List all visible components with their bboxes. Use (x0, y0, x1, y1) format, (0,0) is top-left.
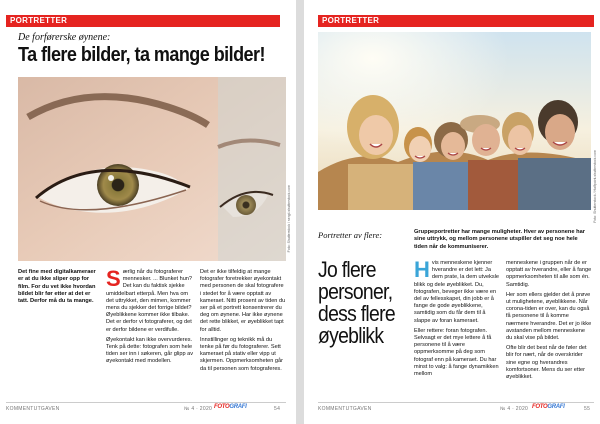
body-paragraph: menneskene i gruppen når de er opptatt av hverandre, eller å fange oppmerksomheten til alle som én. Samtidig. (506, 260, 592, 288)
group-illustration (318, 32, 591, 210)
body-column-2 (106, 266, 194, 369)
body-column-3 (200, 269, 286, 376)
section-tag-label: PORTRETTER (10, 16, 68, 25)
photo-credit: Foto: Shutterstock / Halfpoint-shutterstock.com (593, 150, 597, 223)
body-paragraph: Innstillinger og teknikk må du tenke på før du fotograferer. Sett kameraet på stativ eller vipp ut skjermen. Oppmerksomheten går da til personen som fotograferes. (200, 336, 284, 372)
photo-credit: Foto: Shutterstock / sergii-shutterstock.com (287, 185, 291, 253)
footer-issue: № 4 · 2020 (500, 406, 529, 412)
intro-paragraph: Gruppeportretter har mange muligheter. Hver av personene har sine uttrykk, og mellom personene utspiller det seg noe hele tiden når de kommuniserer. (414, 229, 585, 250)
page-number: 54 (274, 406, 281, 412)
section-tag (6, 15, 280, 27)
body-paragraph: Øyekontakt kan ikke overvurderes. Tenk på dette: fotografen som hele tiden ser inn i søkeren, går glipp av øyekontakt med modellen. (106, 336, 194, 365)
footer-rule (6, 402, 286, 403)
body-paragraph: Ofte blir det best når de føler det blir for nært, når de overskrider sine egne og hverandres komfortsoner. Mens du ser etter øyeblikket. (506, 345, 587, 381)
eye-photo (18, 77, 286, 261)
page-title: Ta flere bilder, ta mange bilder! (18, 44, 265, 66)
body-column-3 (506, 260, 592, 384)
footer-publication: KOMMENTUTGAVEN (6, 406, 60, 412)
section-tag-label: PORTRETTER (322, 16, 380, 25)
body-paragraph: Særlig når du fotograferer mennesker. ... Blunket hun? Det kan du faktisk sjekke umiddelbart etterpå. Men hva om det uttrykket, den mimen, kommer mens du sjekker det forrige bildet? Øyeblikkene kommer ikke tilbake. Det er derfor vi fotograferer, og det er derfor bildene er verdifulle. (106, 266, 193, 333)
footer-rule (318, 402, 594, 403)
body-paragraph: Hvis menneskene kjenner hverandre er det lett: Ja dem prate, la dem utveksle blikk og dele øyeblikket. Du, fotografen, beveger ikke være en del av fellesskapet, din jobb er å fange de gode øyeblikkene, samtidig som du får dem til å slappe av foran kameraet. (414, 257, 500, 324)
magazine-logo: FOTOGRAFI (214, 404, 247, 410)
group-photo (318, 32, 591, 210)
footer-issue: № 4 · 2020 (184, 406, 213, 412)
body-paragraph: Det er ikke tilfeldig at mange fotografer foretrekker øyekontakt med personen de skal fotografere i stedet for å være opptatt av kameraet. Nitti prosent av tiden du ser på et portrett konsentrerer du deg om øynene. Har ikke øynene det rette blikket, er øyeblikket tapt for alltid. (200, 269, 286, 333)
body-paragraph: Her som ellers gjelder det å prøve ut mulighetene, øyeblikkene. Når corona-tiden er over, kan du også få personene til å komme nærmere hverandre. Det er jo ikke avstanden mellom menneskene du skal vise på bildet. (506, 291, 592, 342)
right-page (304, 0, 600, 424)
page-title: Jo flere personer, dess flere øyeblikk (318, 257, 395, 348)
section-tag (318, 15, 594, 27)
footer-publication: KOMMENTUTGAVEN (318, 406, 372, 412)
page-number: 55 (584, 406, 591, 412)
lead-paragraph: Det fine med digitalkameraer er at du ikke sliper opp for film. For du vet ikke hvordan bildet blir før etter at det er tatt. Derfor må du ta mange. (18, 269, 96, 305)
subheading: Portretter av flere: (318, 230, 383, 240)
left-page (0, 0, 296, 424)
drop-cap: H (414, 257, 430, 282)
body-column-2 (414, 257, 500, 381)
eye-illustration (18, 77, 286, 261)
body-paragraph: Eller rettere: foran fotografen. Selvsagt er det mye lettere å få personene til å være oppmerksomme på deg som fotograf enn på kameraet. Du har minst to valg: å fange dynamikken mellom (414, 327, 499, 378)
drop-cap: S (106, 266, 121, 291)
magazine-logo: FOTOGRAFI (532, 404, 565, 410)
kicker: De forførerske øynene: (18, 32, 111, 43)
